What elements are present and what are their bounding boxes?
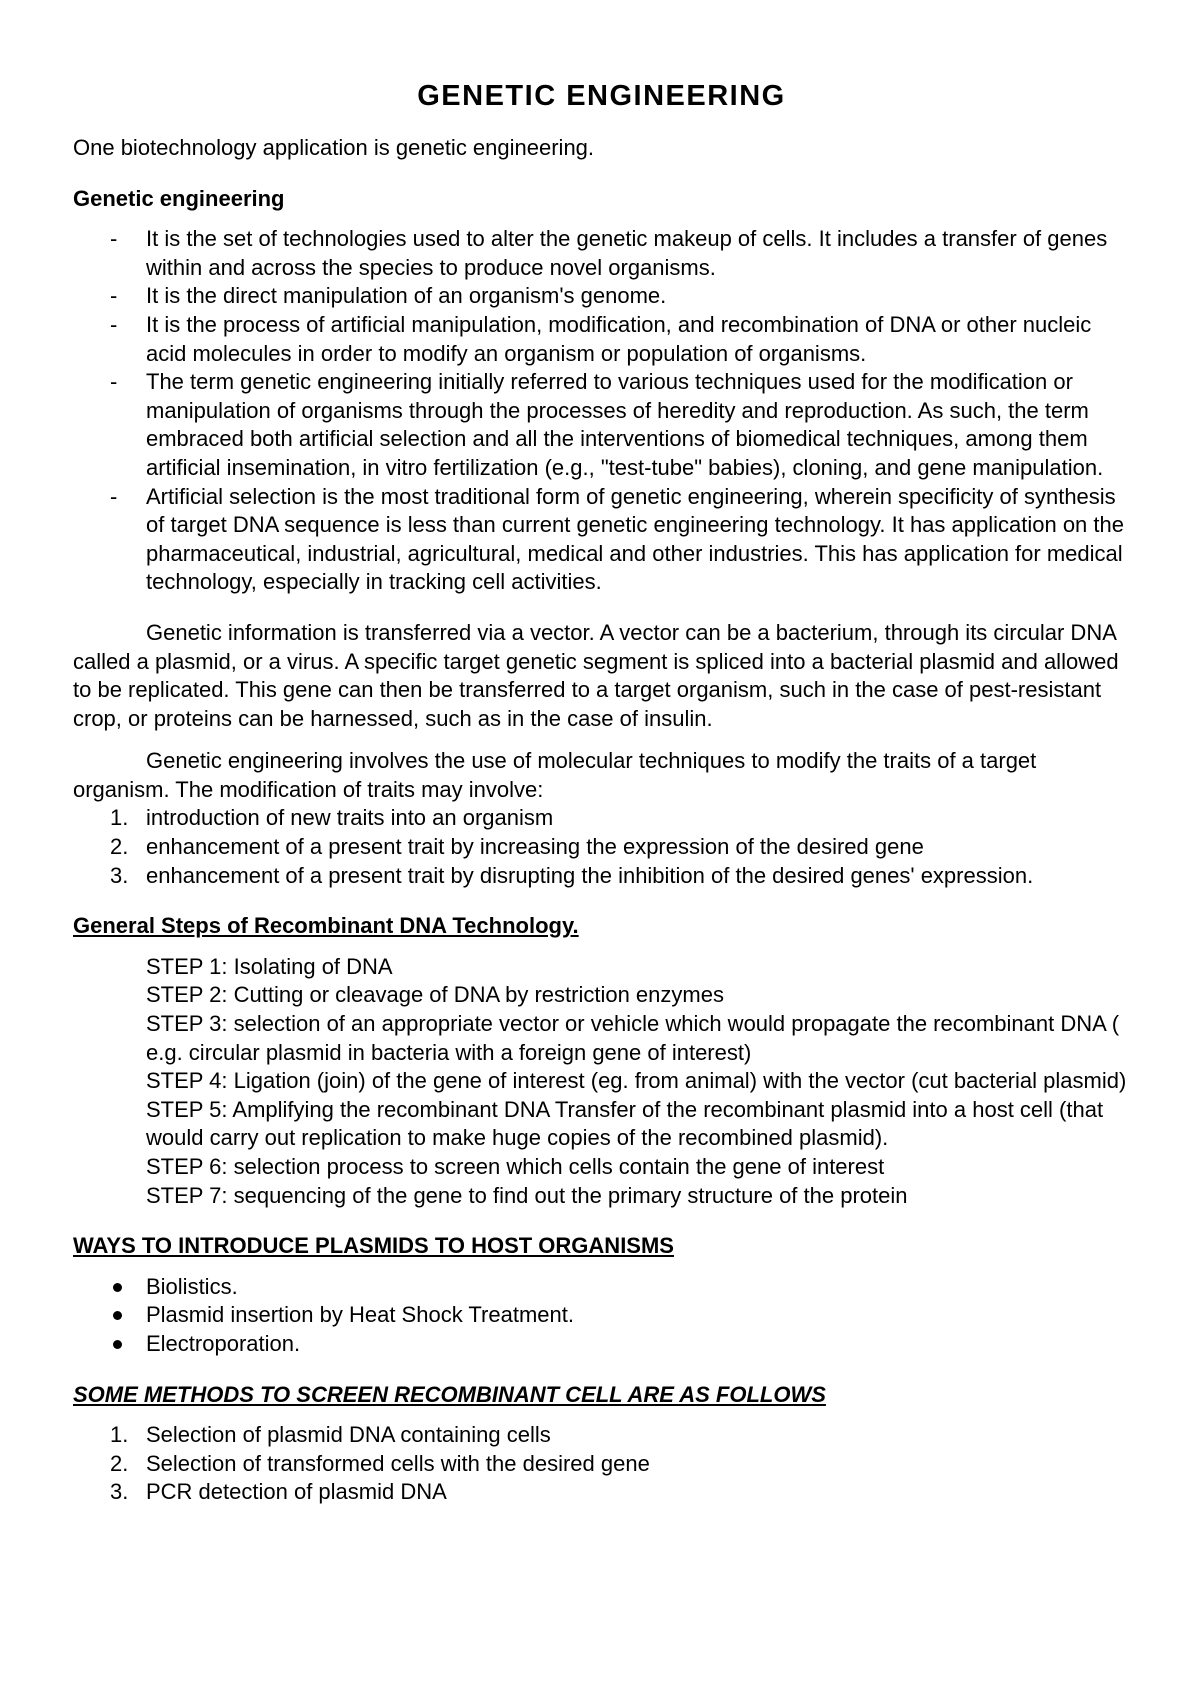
screen-method-text: Selection of plasmid DNA containing cells [146, 1422, 551, 1448]
document-title: GENETIC ENGINEERING [417, 80, 786, 112]
screen-methods-list [73, 1421, 1130, 1507]
dash-marker: - [110, 226, 118, 252]
intro-text: One biotechnology application is genetic engineering. [73, 135, 595, 160]
list-number: 3. [110, 862, 129, 888]
plasmid-item [73, 1273, 1130, 1302]
definition-item-text: The term genetic engineering initially referred to various techniques used for the modification or manipulation of organisms through the processes of heredity and reproduction. As such, the term embraced both artificial selection and all the interventions of biomedical techniques, among them artificial insemination, in vitro fertilization (e.g., "test-tube" babies), cloning, and gene manipulation. [146, 369, 1104, 480]
vector-paragraph: Genetic information is transferred via a vector. A vector can be a bacterium, through its circular DNA called a plasmid, or a virus. A specific target genetic segment is spliced into a bacterial plasmid and allowed to be replicated. This gene can then be transferred to a target organism, such in the case of pest-resistant crop, or proteins can be harnessed, such as in the case of insulin. [73, 619, 1119, 731]
traits-paragraph: Genetic engineering involves the use of molecular techniques to modify the traits of a target organism. The modification of traits may involve: [73, 748, 1037, 802]
screen-method-text: Selection of transformed cells with the desired gene [146, 1450, 650, 1476]
screen-method-item [73, 1450, 1130, 1479]
definition-item [73, 368, 1130, 482]
definition-item-text: It is the direct manipulation of an organism's genome. [146, 283, 667, 309]
bullet-icon [113, 1340, 122, 1349]
genetic-engineering-heading: Genetic engineering [73, 185, 285, 211]
step-item: STEP 1: Isolating of DNA [146, 953, 393, 979]
dash-marker: - [110, 283, 118, 309]
trait-item-text: introduction of new traits into an organism [146, 805, 554, 831]
step-item: STEP 2: Cutting or cleavage of DNA by restriction enzymes [146, 982, 724, 1008]
plasmid-item-text: Electroporation. [146, 1330, 301, 1356]
definition-item-text: It is the set of technologies used to alter the genetic makeup of cells. It includes a transfer of genes within and across the species to produce novel organisms. [146, 226, 1108, 280]
bullet-icon [113, 1311, 122, 1320]
plasmid-item [73, 1301, 1130, 1330]
recombinant-steps-heading: General Steps of Recombinant DNA Technology. [73, 913, 579, 939]
screen-method-item [73, 1478, 1130, 1507]
definition-item [73, 282, 1130, 311]
trait-item [73, 862, 1130, 891]
traits-list [73, 804, 1130, 890]
screen-method-text: PCR detection of plasmid DNA [146, 1479, 447, 1505]
trait-item-text: enhancement of a present trait by increasing the expression of the desired gene [146, 834, 924, 860]
list-number: 3. [110, 1479, 129, 1505]
plasmid-item [73, 1330, 1130, 1359]
definition-item [73, 483, 1130, 597]
trait-item [73, 833, 1130, 862]
bullet-icon [113, 1283, 122, 1292]
plasmids-heading: WAYS TO INTRODUCE PLASMIDS TO HOST ORGANISMS [73, 1233, 674, 1259]
screen-method-item [73, 1421, 1130, 1450]
plasmid-item-text: Biolistics. [146, 1273, 238, 1299]
definition-list [73, 225, 1130, 597]
list-number: 2. [110, 834, 129, 860]
trait-item [73, 804, 1130, 833]
step-item: STEP 7: sequencing of the gene to find out the primary structure of the protein [146, 1182, 908, 1208]
step-item: STEP 4: Ligation (join) of the gene of interest (eg. from animal) with the vector (cut bacterial plasmid) [146, 1068, 1127, 1094]
plasmid-item-text: Plasmid insertion by Heat Shock Treatment. [146, 1302, 574, 1328]
definition-item [73, 225, 1130, 282]
definition-item-text: Artificial selection is the most traditional form of genetic engineering, wherein specificity of synthesis of target DNA sequence is less than current genetic engineering technology. It has application on the pharmaceutical, industrial, agricultural, medical and other industries. This has application for medical technology, especially in tracking cell activities. [146, 483, 1124, 595]
dash-marker: - [110, 311, 118, 337]
plasmids-list [73, 1273, 1130, 1359]
dash-marker: - [110, 483, 118, 509]
dash-marker: - [110, 369, 118, 395]
step-item: STEP 6: selection process to screen which cells contain the gene of interest [146, 1154, 885, 1179]
definition-item-text: It is the process of artificial manipulation, modification, and recombination of DNA or other nucleic acid molecules in order to modify an organism or population of organisms. [146, 311, 1092, 366]
trait-item-text: enhancement of a present trait by disrupting the inhibition of the desired genes' expression. [146, 862, 1034, 888]
definition-item [73, 311, 1130, 368]
list-number: 1. [110, 1422, 129, 1448]
screen-methods-heading: SOME METHODS TO SCREEN RECOMBINANT CELL ARE AS FOLLOWS [73, 1381, 826, 1407]
list-number: 2. [110, 1450, 129, 1476]
step-item: STEP 5: Amplifying the recombinant DNA Transfer of the recombinant plasmid into a host cell (that would carry out replication to make huge copies of the recombined plasmid). [146, 1096, 1104, 1151]
recombinant-steps-list [73, 953, 1130, 1210]
step-item: STEP 3: selection of an appropriate vector or vehicle which would propagate the recombinant DNA ( e.g. circular plasmid in bacteria with a foreign gene of interest) [146, 1011, 1120, 1065]
list-number: 1. [110, 805, 129, 831]
